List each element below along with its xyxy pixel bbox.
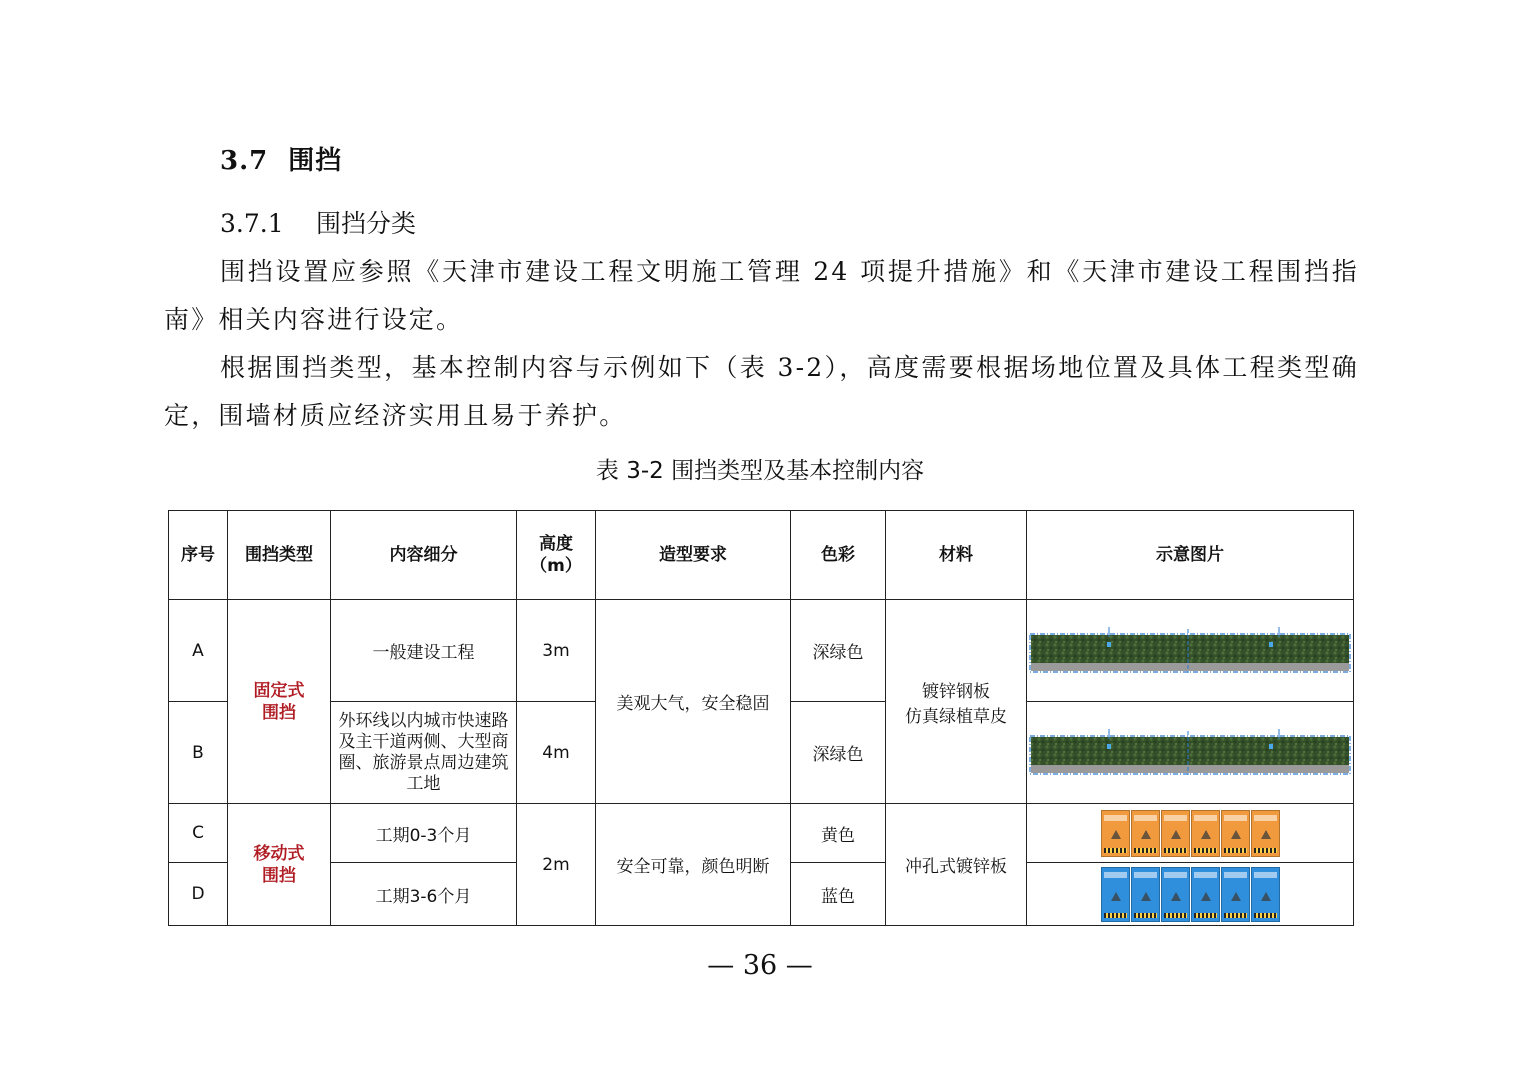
- row-color: 黄色: [791, 804, 886, 863]
- table-header-row: [169, 511, 1354, 600]
- fixed-type-cell: [228, 600, 331, 804]
- mobile-material-cell: 冲孔式镀锌板: [886, 804, 1027, 926]
- table-row: [169, 600, 1354, 702]
- mobile-type-cell: [228, 804, 331, 926]
- green-wall-image: [1029, 729, 1351, 777]
- row-detail: 外环线以内城市快速路及主干道两侧、大型商圈、旅游景点周边建筑工地: [331, 702, 517, 804]
- row-color: 深绿色: [791, 600, 886, 702]
- header-height-label: 高度: [539, 534, 573, 554]
- green-wall-image: [1029, 627, 1351, 675]
- table-caption: 表 3-2 围挡类型及基本控制内容: [595, 458, 925, 484]
- section-number: 3.7: [220, 146, 269, 176]
- subsection-number: 3.7.1: [220, 209, 284, 238]
- type-label: 围挡: [262, 865, 296, 886]
- mobile-shape-cell: 安全可靠，颜色明断: [596, 804, 791, 926]
- fixed-shape-cell: 美观大气，安全稳固: [596, 600, 791, 804]
- panel-icon: [1131, 867, 1160, 922]
- header-index: 序号: [169, 511, 228, 600]
- row-image: [1027, 804, 1354, 863]
- panel-icon: [1191, 810, 1220, 857]
- table-row: [169, 804, 1354, 863]
- header-height: [517, 511, 596, 600]
- header-type: 围挡类型: [228, 511, 331, 600]
- type-label: 固定式: [253, 680, 305, 701]
- panel-icon: [1221, 810, 1250, 857]
- header-material: 材料: [886, 511, 1027, 600]
- subsection-heading: [220, 204, 416, 240]
- row-id: D: [169, 863, 228, 926]
- panel-icon: [1191, 867, 1220, 922]
- material-line: 镀锌钢板: [922, 681, 990, 702]
- header-height-unit: （m）: [530, 556, 582, 576]
- fixed-material-cell: [886, 600, 1027, 804]
- mobile-height-cell: 2m: [517, 804, 596, 926]
- panel-icon: [1161, 867, 1190, 922]
- panel-icon: [1221, 867, 1250, 922]
- section-heading: [220, 140, 342, 177]
- row-color: 深绿色: [791, 702, 886, 804]
- row-id: C: [169, 804, 228, 863]
- control-table: [168, 510, 1354, 926]
- type-label: 围挡: [262, 702, 296, 723]
- type-label: 移动式: [253, 843, 305, 864]
- subsection-title: 围挡分类: [316, 209, 417, 238]
- row-detail: 一般建设工程: [331, 600, 517, 702]
- material-line: 仿真绿植草皮: [905, 706, 1007, 727]
- row-image: [1027, 702, 1354, 804]
- header-detail: 内容细分: [331, 511, 517, 600]
- row-color: 蓝色: [791, 863, 886, 926]
- paragraph-2: 根据围挡类型，基本控制内容与示例如下（表 3-2），高度需要根据场地位置及具体工程类型确定，围墙材质应经济实用且易于养护。: [164, 353, 1359, 430]
- row-detail: 工期0-3个月: [331, 804, 517, 863]
- row-id: B: [169, 702, 228, 804]
- header-color: 色彩: [791, 511, 886, 600]
- blue-panels-image: [1027, 867, 1353, 922]
- row-height: 3m: [517, 600, 596, 702]
- row-height: 4m: [517, 702, 596, 804]
- row-image: [1027, 863, 1354, 926]
- panel-icon: [1101, 867, 1130, 922]
- header-image: 示意图片: [1027, 511, 1354, 600]
- section-title: 围挡: [288, 146, 343, 176]
- panel-icon: [1161, 810, 1190, 857]
- paragraph-1: 围挡设置应参照《天津市建设工程文明施工管理 24 项提升措施》和《天津市建设工程围挡指南》相关内容进行设定。: [164, 257, 1359, 334]
- panel-icon: [1251, 810, 1280, 857]
- panel-icon: [1101, 810, 1130, 857]
- row-id: A: [169, 600, 228, 702]
- header-shape: 造型要求: [596, 511, 791, 600]
- row-detail: 工期3-6个月: [331, 863, 517, 926]
- panel-icon: [1131, 810, 1160, 857]
- row-image: [1027, 600, 1354, 702]
- orange-panels-image: [1027, 810, 1353, 857]
- page-number: — 36 —: [707, 950, 813, 981]
- panel-icon: [1251, 867, 1280, 922]
